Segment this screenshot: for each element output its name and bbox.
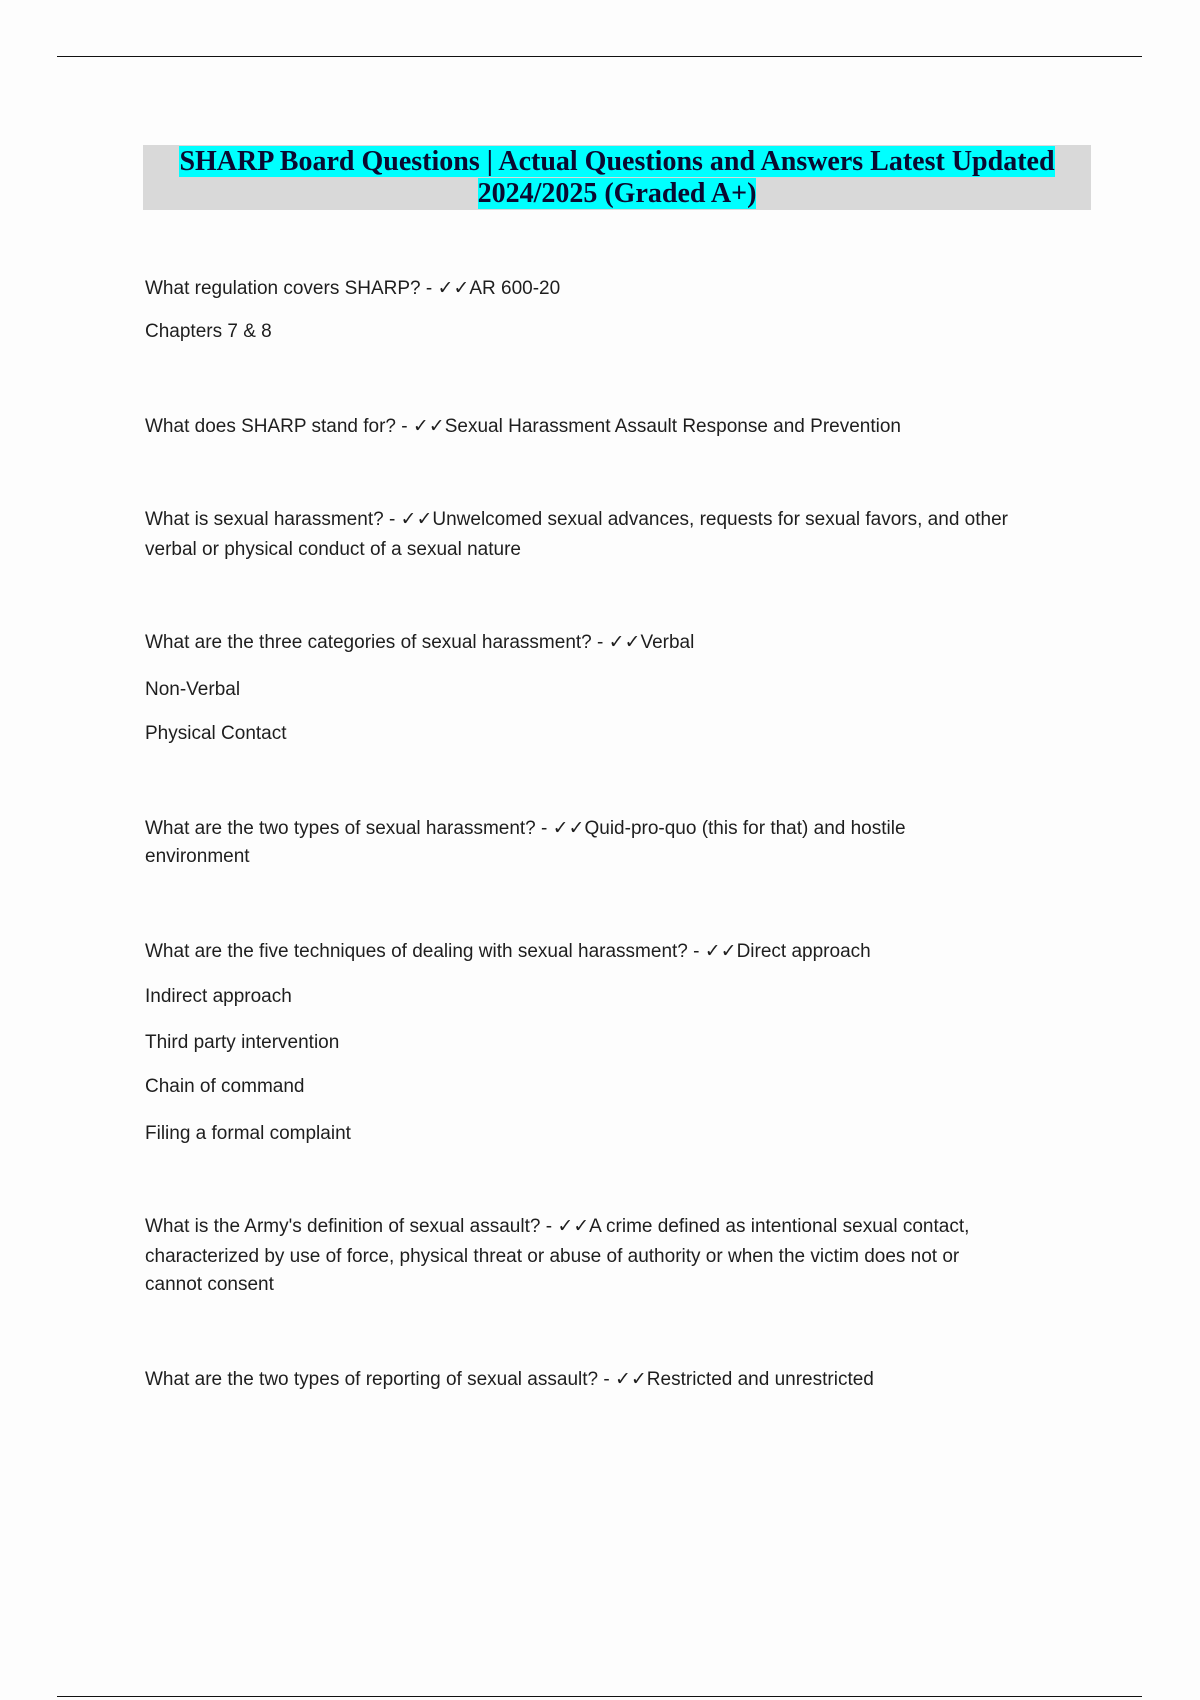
question-regulation: What regulation covers SHARP? - ✓✓AR 600-20 xyxy=(145,278,561,299)
question-sharp-meaning: What does SHARP stand for? - ✓✓Sexual Harassment Assault Response and Prevention xyxy=(145,416,901,437)
answer-line: characterized by use of force, physical threat or abuse of authority or when the victim does not or xyxy=(145,1246,960,1267)
answer-line: Filing a formal complaint xyxy=(145,1123,351,1144)
footer-rule xyxy=(57,1696,1142,1697)
question-two-types: What are the two types of sexual harassment? - ✓✓Quid-pro-quo (this for that) and hostile xyxy=(145,818,906,839)
document-title-box xyxy=(143,145,1091,210)
document-title xyxy=(179,146,1054,210)
question-army-definition: What is the Army's definition of sexual assault? - ✓✓A crime defined as intentional sexual contact, xyxy=(145,1216,970,1237)
question-three-categories: What are the three categories of sexual harassment? - ✓✓Verbal xyxy=(145,632,695,653)
answer-line: environment xyxy=(145,846,250,867)
answer-line: Chain of command xyxy=(145,1076,305,1097)
answer-line: cannot consent xyxy=(145,1274,274,1295)
title-line-2: 2024/2025 (Graded A+) xyxy=(477,178,757,209)
title-line-1: SHARP Board Questions | Actual Questions and Answers Latest Updated xyxy=(179,146,1055,177)
question-five-techniques: What are the five techniques of dealing with sexual harassment? - ✓✓Direct approach xyxy=(145,941,871,962)
answer-line: Indirect approach xyxy=(145,986,292,1007)
answer-line: Chapters 7 & 8 xyxy=(145,321,272,342)
question-reporting-types: What are the two types of reporting of sexual assault? - ✓✓Restricted and unrestricted xyxy=(145,1369,874,1390)
question-sexual-harassment: What is sexual harassment? - ✓✓Unwelcomed sexual advances, requests for sexual favors, and other xyxy=(145,509,1008,530)
answer-line: Third party intervention xyxy=(145,1032,340,1053)
answer-line: Physical Contact xyxy=(145,723,287,744)
answer-line: Non-Verbal xyxy=(145,679,241,700)
answer-line: verbal or physical conduct of a sexual nature xyxy=(145,539,521,560)
header-rule xyxy=(57,56,1142,57)
